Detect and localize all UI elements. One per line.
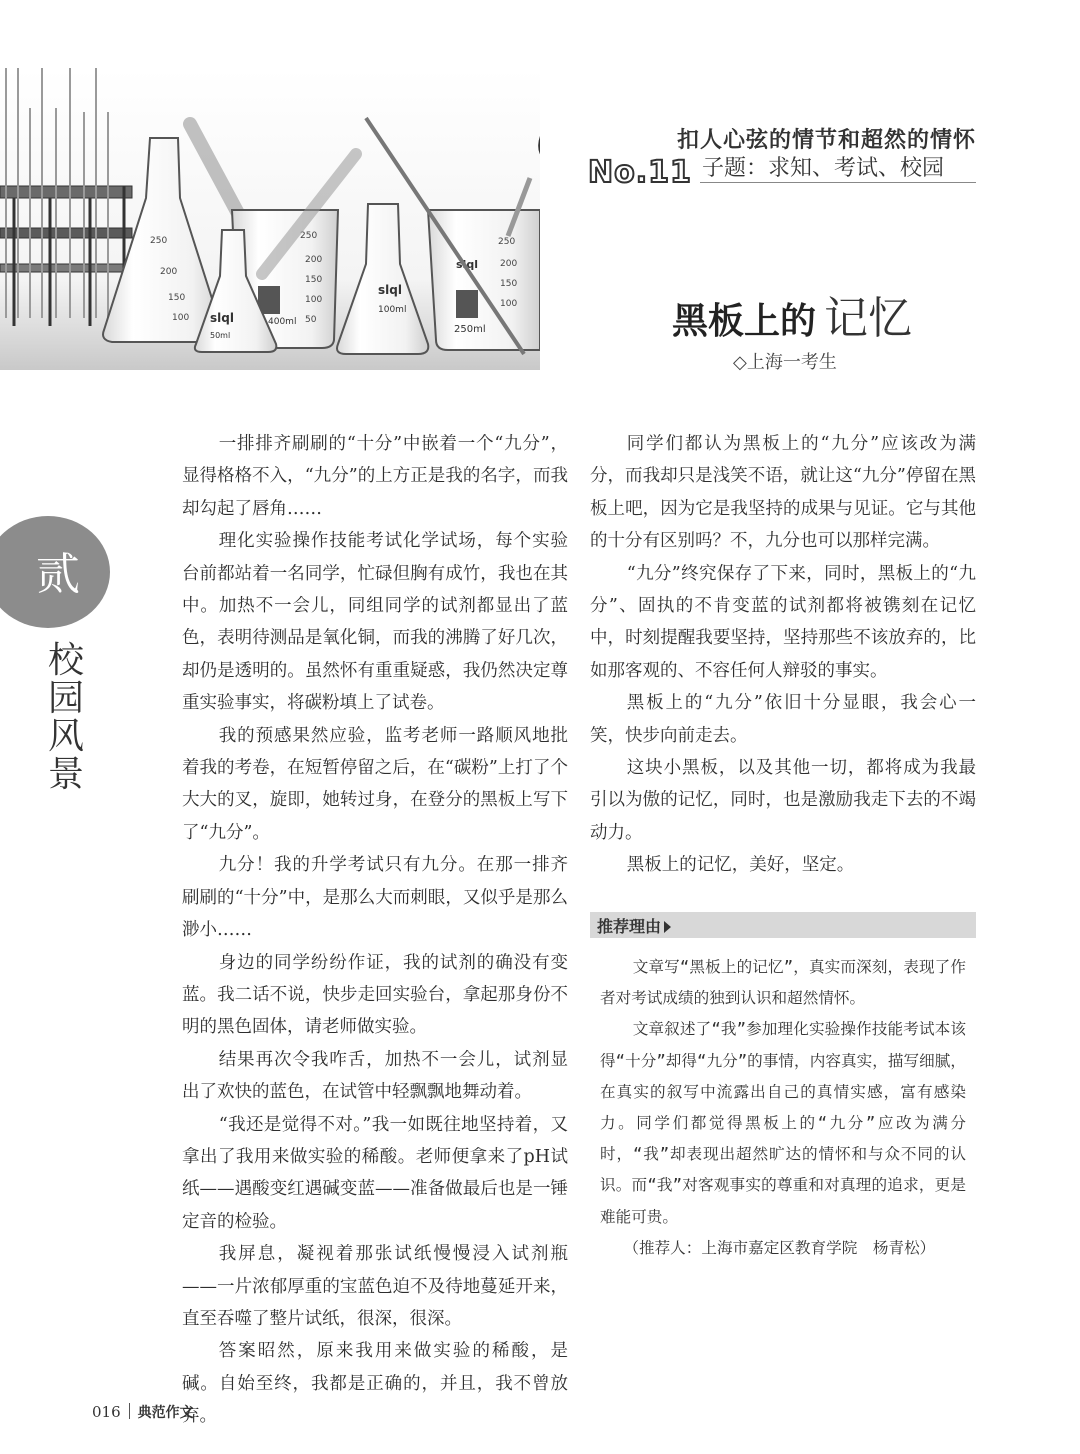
recommendation-body [600,952,966,1264]
svg-text:200: 200 [500,259,518,269]
svg-text:100: 100 [305,295,323,305]
article-paragraph: “九分”终究保存了下来，同时，黑板上的“九分”、固执的不肯变蓝的试剂都将被镌刻在记忆中，时刻提醒我要坚持，坚持那些不该放弃的，比如那客观的、不容任何人辩驳的事实。 [590,563,976,681]
svg-text:250: 250 [300,231,318,241]
svg-text:slql: slql [378,283,402,297]
triangle-marker-icon [664,921,671,933]
article-column-right [590,428,976,882]
svg-text:200: 200 [305,255,323,265]
recommendation-label-text: 推荐理由 [597,917,662,936]
article-paragraph: 这块小黑板，以及其他一切，都将成为我最引以为傲的记忆，同时，也是激励我走下去的不竭动力。 [590,758,976,843]
recommendation-paragraph: 文章叙述了“我”参加理化实验操作技能考试本该得“十分”却得“九分”的事情，内容真实，描写细腻，在真实的叙写中流露出自己的真情实感，富有感染力。同学们都觉得黑板上的“九分”应改为满分时，“我”却表现出超然旷达的情怀和与众不同的认识。而“我”对客观事实的尊重和对真理的追求，更是难能可贵。 [600,1020,966,1226]
article-paragraph: 九分！我的升学考试只有九分。在那一排齐刷刷的“十分”中，是那么大而刺眼，又似乎是那么渺小…… [182,855,568,941]
article-author: ◇上海一考生 [733,352,837,373]
recommender-credit: （推荐人：上海市嘉定区教育学院 杨青松） [623,1238,936,1257]
svg-text:150: 150 [305,275,323,285]
article-paragraph: 答案昭然，原来我用来做实验的稀酸，是碱。自始至终，我都是正确的，并且，我不曾放弃。 [182,1341,568,1427]
section-name-char: 校 [47,640,84,681]
subtopic-underline [700,182,976,183]
recommendation-paragraph: 文章写“黑板上的记忆”，真实而深刻，表现了作者对考试成绩的独到认识和超然情怀。 [600,958,966,1008]
section-name-char: 风 [47,716,84,757]
svg-text:250: 250 [498,237,516,247]
svg-text:slql: slql [456,258,478,271]
page-footer [92,1402,194,1422]
article-paragraph: 我的预感果然应验，监考老师一路顺风地批着我的考卷，在短暂停留之后，在“碳粉”上打了个大大的叉，旋即，她转过身，在登分的黑板上写下了“九分”。 [182,725,568,843]
section-name-vertical [44,642,88,794]
article-paragraph: 结果再次令我咋舌，加热不一会儿，试剂显出了欢快的蓝色，在试管中轻飘飘地舞动着。 [182,1049,568,1103]
section-name-char: 景 [47,754,84,795]
article-paragraph: “我还是觉得不对。”我一如既往地坚持着，又拿出了我用来做实验的稀酸。老师便拿来了pH试纸——遇酸变红遇碱变蓝——准备做最后也是一锤定音的检验。 [182,1114,568,1232]
svg-text:400ml: 400ml [268,317,297,327]
svg-text:150: 150 [168,293,186,303]
svg-text:100: 100 [500,299,518,309]
svg-text:250: 250 [150,236,168,246]
header-lab-glassware-image [0,68,540,370]
svg-text:250ml: 250ml [454,324,486,335]
article-paragraph: 身边的同学纷纷作证，我的试剂的确没有变蓝。我二话不说，快步走回实验台，拿起那身份不明的黑色固体，请老师做实验。 [182,952,568,1038]
feature-theme: 扣人心弦的情节和超然的情怀 [676,127,976,153]
svg-text:50ml: 50ml [210,331,231,340]
article-paragraph: 同学们都认为黑板上的“九分”应该改为满分，而我却只是浅笑不语，就让这“九分”停留在黑板上吧，因为它是我坚持的成果与见证。它与其他的十分有区别吗？不，九分也可以那样完满。 [590,434,976,552]
svg-text:100ml: 100ml [378,305,407,315]
section-name-char: 园 [47,678,84,719]
svg-text:150: 150 [500,279,518,289]
svg-text:200: 200 [160,267,178,277]
title-light-part: 记忆 [824,293,913,344]
article-paragraph: 黑板上的记忆，美好，坚定。 [626,855,855,876]
footer-divider [129,1403,130,1419]
magazine-name: 典范作文 [137,1405,194,1421]
svg-text:50: 50 [305,315,317,325]
article-paragraph: 我屏息，凝视着那张试纸慢慢浸入试剂瓶——一片浓郁厚重的宝蓝色迫不及待地蔓延开来，直至吞噬了整片试纸，很深，很深。 [182,1244,568,1329]
article-paragraph: 黑板上的“九分”依旧十分显眼，我会心一笑，快步向前走去。 [590,693,976,746]
subtopic-line: 子题：求知、考试、校园 [702,156,945,181]
beaker-right [428,210,540,350]
article-paragraph: 理化实验操作技能考试化学试场，每个实验台前都站着一名同学，忙碌但胸有成竹，我也在其中。加热不一会儿，同组同学的试剂都显出了蓝色，表明待测品是氧化铜，而我的沸腾了好几次，却仍是透明的。虽然怀有重重疑惑，我仍然决定尊重实验事实，将碳粉填上了试卷。 [182,531,568,714]
page-number: 016 [92,1403,121,1421]
section-number: 贰 [36,549,80,600]
svg-text:100: 100 [172,313,190,323]
article-paragraph: 一排排齐刷刷的“十分”中嵌着一个“九分”，显得格格不入，“九分”的上方正是我的名字，而我却勾起了唇角…… [182,434,568,519]
article-title [672,282,912,346]
article-column-left [182,428,568,1433]
title-bold-part: 黑板上的 [672,301,817,342]
svg-text:slql: slql [210,311,234,325]
issue-number-badge: No.11 [588,155,692,190]
recommendation-label [597,914,671,937]
